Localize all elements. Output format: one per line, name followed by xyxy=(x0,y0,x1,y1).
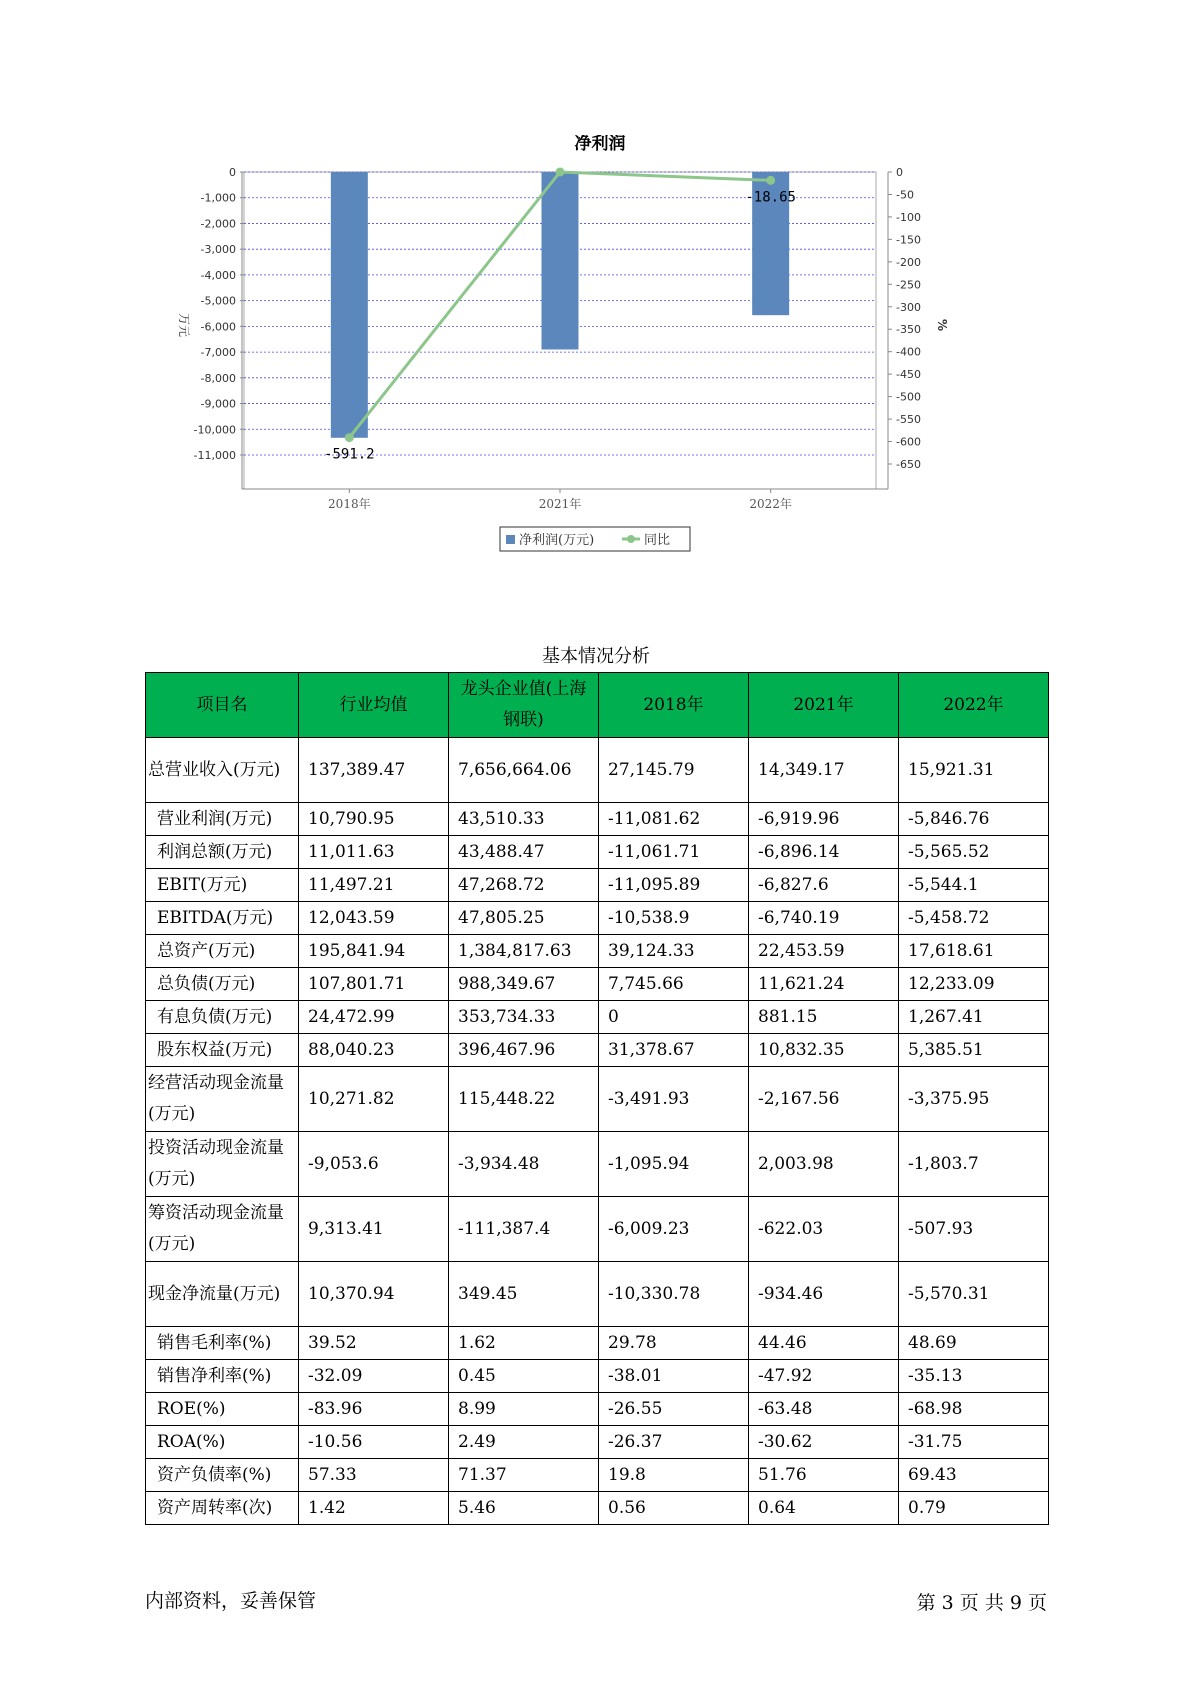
table-cell: 69.43 xyxy=(899,1459,1049,1492)
table-cell: 29.78 xyxy=(599,1327,749,1360)
y-tick-label: -5,000 xyxy=(200,294,236,308)
row-label: 有息负债(万元) xyxy=(146,1001,299,1034)
y2-axis-label: % xyxy=(935,318,949,332)
y2-tick-label: -650 xyxy=(896,458,921,471)
table-cell: -5,458.72 xyxy=(899,902,1049,935)
x-tick-label: 2018年 xyxy=(328,497,371,511)
table-cell: 44.46 xyxy=(749,1327,899,1360)
y2-tick-label: -50 xyxy=(896,188,914,202)
table-cell: 11,621.24 xyxy=(749,968,899,1001)
y-tick-label: -10,000 xyxy=(193,423,236,437)
table-cell: 1,267.41 xyxy=(899,1001,1049,1034)
row-label: 总负债(万元) xyxy=(146,968,299,1001)
table-cell: 10,271.82 xyxy=(299,1067,449,1132)
table-row xyxy=(146,1132,1049,1197)
table-row xyxy=(146,836,1049,869)
table-cell: -6,827.6 xyxy=(749,869,899,902)
table-body xyxy=(146,738,1049,1525)
row-label: 现金净流量(万元) xyxy=(146,1262,299,1327)
y-tick-label: -9,000 xyxy=(200,397,236,411)
table-cell: 349.45 xyxy=(449,1262,599,1327)
table-cell: 353,734.33 xyxy=(449,1001,599,1034)
table-row xyxy=(146,1197,1049,1262)
y-tick-label: -8,000 xyxy=(200,371,236,385)
table-cell: 43,488.47 xyxy=(449,836,599,869)
table-cell: 0.79 xyxy=(899,1492,1049,1525)
table-cell: -111,387.4 xyxy=(449,1197,599,1262)
table-cell: -1,095.94 xyxy=(599,1132,749,1197)
y-tick-label: -7,000 xyxy=(200,346,236,360)
table-cell: -30.62 xyxy=(749,1426,899,1459)
row-label: 投资活动现金流量(万元) xyxy=(146,1132,299,1197)
table-cell: -11,081.62 xyxy=(599,803,749,836)
table-cell: 10,370.94 xyxy=(299,1262,449,1327)
row-label: 利润总额(万元) xyxy=(146,836,299,869)
x-tick-label: 2022年 xyxy=(749,497,792,511)
table-cell: -32.09 xyxy=(299,1360,449,1393)
header-2022: 2022年 xyxy=(899,673,1049,738)
table-cell: -26.55 xyxy=(599,1393,749,1426)
y-tick-label: -6,000 xyxy=(200,320,236,334)
y2-tick-label: -200 xyxy=(896,255,921,269)
row-label: ROA(%) xyxy=(146,1426,299,1459)
table-cell: -31.75 xyxy=(899,1426,1049,1459)
table-cell: 19.8 xyxy=(599,1459,749,1492)
header-2021: 2021年 xyxy=(749,673,899,738)
table-cell: 0 xyxy=(599,1001,749,1034)
row-label: EBITDA(万元) xyxy=(146,902,299,935)
table-cell: 1.42 xyxy=(299,1492,449,1525)
row-label: 资产周转率(次) xyxy=(146,1492,299,1525)
table-row xyxy=(146,869,1049,902)
y-tick-label: -4,000 xyxy=(200,268,236,282)
table-cell: -5,544.1 xyxy=(899,869,1049,902)
y-tick-label: 0 xyxy=(229,166,236,179)
table-row xyxy=(146,968,1049,1001)
table-cell: -5,570.31 xyxy=(899,1262,1049,1327)
data-label: -18.65 xyxy=(745,189,796,206)
row-label: ROE(%) xyxy=(146,1393,299,1426)
footer-page-number: 第 3 页 共 9 页 xyxy=(916,1592,1047,1614)
table-cell: 48.69 xyxy=(899,1327,1049,1360)
footer-confidential-note: 内部资料，妥善保管 xyxy=(145,1590,317,1612)
row-label: 资产负债率(%) xyxy=(146,1459,299,1492)
table-cell: 12,233.09 xyxy=(899,968,1049,1001)
table-cell: 39,124.33 xyxy=(599,935,749,968)
table-cell: 1.62 xyxy=(449,1327,599,1360)
bar xyxy=(331,172,368,438)
table-cell: -47.92 xyxy=(749,1360,899,1393)
table-cell: 115,448.22 xyxy=(449,1067,599,1132)
table-cell: 988,349.67 xyxy=(449,968,599,1001)
table-header-row xyxy=(146,673,1049,738)
table-cell: 9,313.41 xyxy=(299,1197,449,1262)
line-point xyxy=(345,433,354,442)
table-cell: 1,384,817.63 xyxy=(449,935,599,968)
header-item-name: 项目名 xyxy=(146,673,299,738)
table-row xyxy=(146,1262,1049,1327)
table-row xyxy=(146,1327,1049,1360)
table-row xyxy=(146,1034,1049,1067)
table-cell: -2,167.56 xyxy=(749,1067,899,1132)
line-point xyxy=(556,168,565,177)
table-cell: 0.56 xyxy=(599,1492,749,1525)
table-cell: 0.64 xyxy=(749,1492,899,1525)
table-cell: -9,053.6 xyxy=(299,1132,449,1197)
row-label: 销售毛利率(%) xyxy=(146,1327,299,1360)
chart-canvas xyxy=(170,135,1030,595)
table-cell: -83.96 xyxy=(299,1393,449,1426)
table-cell: 12,043.59 xyxy=(299,902,449,935)
table-cell: 14,349.17 xyxy=(749,738,899,803)
x-tick-label: 2021年 xyxy=(538,497,582,511)
table-row xyxy=(146,902,1049,935)
table-cell: -1,803.7 xyxy=(899,1132,1049,1197)
chart-title: 净利润 xyxy=(574,135,626,154)
table-cell: -63.48 xyxy=(749,1393,899,1426)
table-cell: 5,385.51 xyxy=(899,1034,1049,1067)
net-profit-chart xyxy=(170,135,1030,595)
row-label: 总营业收入(万元) xyxy=(146,738,299,803)
basic-analysis-table xyxy=(145,672,1049,1525)
table-cell: 17,618.61 xyxy=(899,935,1049,968)
table-cell: -11,095.89 xyxy=(599,869,749,902)
header-leader-value: 龙头企业值(上海钢联) xyxy=(449,673,599,738)
line-point xyxy=(766,176,775,185)
y2-tick-label: -100 xyxy=(896,210,921,224)
y2-tick-label: -300 xyxy=(896,300,921,314)
table-cell: 137,389.47 xyxy=(299,738,449,803)
table-cell: -6,919.96 xyxy=(749,803,899,836)
row-label: 销售净利率(%) xyxy=(146,1360,299,1393)
row-label: 筹资活动现金流量(万元) xyxy=(146,1197,299,1262)
table-cell: 7,656,664.06 xyxy=(449,738,599,803)
table-cell: 57.33 xyxy=(299,1459,449,1492)
table-cell: 39.52 xyxy=(299,1327,449,1360)
table-cell: 396,467.96 xyxy=(449,1034,599,1067)
table-cell: 47,805.25 xyxy=(449,902,599,935)
table-cell: 15,921.31 xyxy=(899,738,1049,803)
table-cell: 2,003.98 xyxy=(749,1132,899,1197)
table-row xyxy=(146,1426,1049,1459)
table-row xyxy=(146,1459,1049,1492)
y2-tick-label: -150 xyxy=(896,233,921,247)
table-row xyxy=(146,803,1049,836)
table-cell: 71.37 xyxy=(449,1459,599,1492)
table-cell: -10,538.9 xyxy=(599,902,749,935)
table-cell: 7,745.66 xyxy=(599,968,749,1001)
y2-tick-label: -550 xyxy=(896,413,921,427)
table-cell: 5.46 xyxy=(449,1492,599,1525)
table-title: 基本情况分析 xyxy=(542,646,650,667)
legend-swatch-point xyxy=(627,535,635,543)
table-cell: 24,472.99 xyxy=(299,1001,449,1034)
table-row xyxy=(146,1393,1049,1426)
table-row xyxy=(146,738,1049,803)
table-cell: 51.76 xyxy=(749,1459,899,1492)
table-cell: 195,841.94 xyxy=(299,935,449,968)
table-cell: -6,009.23 xyxy=(599,1197,749,1262)
y2-tick-label: -600 xyxy=(896,435,921,449)
table-row xyxy=(146,1067,1049,1132)
legend-label-line: 同比 xyxy=(644,533,671,548)
header-industry-avg: 行业均值 xyxy=(299,673,449,738)
table-row xyxy=(146,935,1049,968)
table-row xyxy=(146,1360,1049,1393)
y-tick-label: -11,000 xyxy=(193,449,236,462)
table-cell: 11,497.21 xyxy=(299,869,449,902)
header-2018: 2018年 xyxy=(599,673,749,738)
table-cell: 8.99 xyxy=(449,1393,599,1426)
table-cell: -6,896.14 xyxy=(749,836,899,869)
y2-tick-label: -500 xyxy=(896,390,921,404)
table-cell: 881.15 xyxy=(749,1001,899,1034)
y-axis-label: 万元 xyxy=(177,312,191,338)
table-cell: 0.45 xyxy=(449,1360,599,1393)
y2-tick-label: 0 xyxy=(896,166,903,179)
table-cell: -3,934.48 xyxy=(449,1132,599,1197)
table-cell: 10,832.35 xyxy=(749,1034,899,1067)
table-cell: -10.56 xyxy=(299,1426,449,1459)
y-tick-label: -3,000 xyxy=(200,243,236,257)
bar xyxy=(542,172,579,349)
table-cell: -35.13 xyxy=(899,1360,1049,1393)
y-tick-label: -2,000 xyxy=(200,217,236,231)
table-cell: -3,375.95 xyxy=(899,1067,1049,1132)
table-cell: -26.37 xyxy=(599,1426,749,1459)
table-cell: 31,378.67 xyxy=(599,1034,749,1067)
table-cell: -507.93 xyxy=(899,1197,1049,1262)
table-cell: -5,565.52 xyxy=(899,836,1049,869)
table-cell: 107,801.71 xyxy=(299,968,449,1001)
row-label: 营业利润(万元) xyxy=(146,803,299,836)
table-cell: -5,846.76 xyxy=(899,803,1049,836)
row-label: 经营活动现金流量(万元) xyxy=(146,1067,299,1132)
table-cell: -11,061.71 xyxy=(599,836,749,869)
y-tick-label: -1,000 xyxy=(200,191,236,205)
table-cell: 10,790.95 xyxy=(299,803,449,836)
table-cell: 22,453.59 xyxy=(749,935,899,968)
table-row xyxy=(146,1492,1049,1525)
legend-label-bar: 净利润(万元) xyxy=(519,533,595,548)
y2-tick-label: -400 xyxy=(896,345,921,359)
table-cell: -10,330.78 xyxy=(599,1262,749,1327)
table-cell: -38.01 xyxy=(599,1360,749,1393)
table-cell: -934.46 xyxy=(749,1262,899,1327)
table-cell: -3,491.93 xyxy=(599,1067,749,1132)
table-cell: -622.03 xyxy=(749,1197,899,1262)
row-label: 股东权益(万元) xyxy=(146,1034,299,1067)
row-label: 总资产(万元) xyxy=(146,935,299,968)
table-cell: -6,740.19 xyxy=(749,902,899,935)
table-cell: 88,040.23 xyxy=(299,1034,449,1067)
y2-tick-label: -350 xyxy=(896,323,921,337)
legend-swatch-bar xyxy=(506,535,515,544)
table-cell: 47,268.72 xyxy=(449,869,599,902)
table-cell: 27,145.79 xyxy=(599,738,749,803)
y2-tick-label: -250 xyxy=(896,278,921,292)
row-label: EBIT(万元) xyxy=(146,869,299,902)
table-cell: 2.49 xyxy=(449,1426,599,1459)
table-cell: 11,011.63 xyxy=(299,836,449,869)
table-row xyxy=(146,1001,1049,1034)
data-label: -591.2 xyxy=(324,446,375,463)
table-cell: -68.98 xyxy=(899,1393,1049,1426)
y2-tick-label: -450 xyxy=(896,368,921,382)
table-cell: 43,510.33 xyxy=(449,803,599,836)
